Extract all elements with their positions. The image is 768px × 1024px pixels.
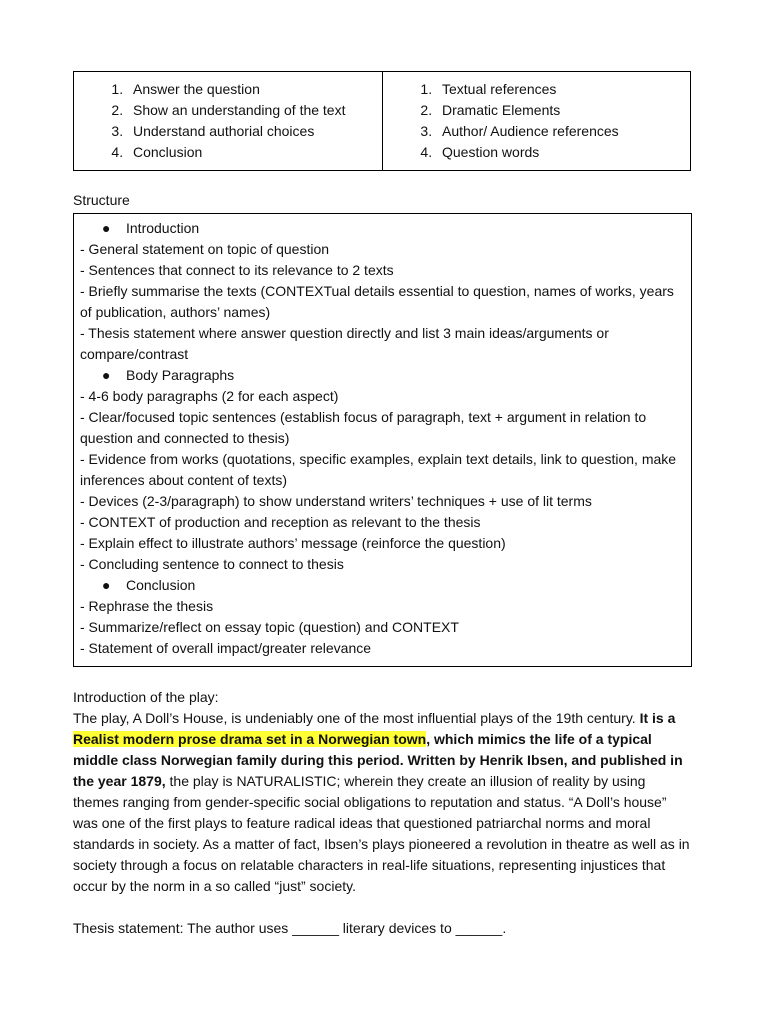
introduction-section (73, 687, 693, 897)
intro-bold-text: It is a (639, 710, 676, 726)
bullet-label: Body Paragraphs (126, 367, 235, 383)
structure-line: - Briefly summarise the texts (CONTEXTual details essential to question, names of works, years of publication, authors’ names) (80, 283, 674, 320)
list-item: 3. Understand authorial choices (127, 121, 382, 142)
criteria-right-list (383, 79, 690, 163)
structure-heading: Structure (73, 192, 130, 208)
bullet-introduction (80, 218, 685, 239)
bullet-icon: ● (102, 577, 111, 593)
bullet-label: Conclusion (126, 577, 196, 593)
list-item: 4. Question words (436, 142, 690, 163)
structure-line: - Thesis statement where answer question directly and list 3 main ideas/arguments or compare/contrast (80, 325, 609, 362)
structure-line: - Sentences that connect to its relevance to 2 texts (80, 262, 394, 278)
list-item: 2. Show an understanding of the text (127, 100, 382, 121)
structure-line: - Explain effect to illustrate authors’ message (reinforce the question) (80, 535, 506, 551)
bullet-body-paragraphs (80, 365, 685, 386)
criteria-right-column (382, 72, 690, 170)
criteria-left-list (74, 79, 382, 163)
intro-bold-text: , which mimics the life of a typical middle class Norwegian family during this period. Written by Henrik Ibsen, and published in the year 1879, (73, 731, 683, 789)
structure-line: - General statement on topic of question (80, 241, 330, 257)
structure-line: - Summarize/reflect on essay topic (question) and CONTEXT (80, 619, 459, 635)
structure-line: - Concluding sentence to connect to thesis (80, 556, 344, 572)
structure-line: - Rephrase the thesis (80, 598, 214, 614)
list-item: 3. Author/ Audience references (436, 121, 690, 142)
structure-line: - Devices (2-3/paragraph) to show understand writers’ techniques + use of lit terms (80, 493, 592, 509)
criteria-left-column (74, 72, 382, 170)
introduction-paragraph (73, 708, 693, 897)
highlighted-text: Realist modern prose drama set in a Norwegian town (73, 731, 427, 747)
list-item: 4. Conclusion (127, 142, 382, 163)
introduction-heading: Introduction of the play: (73, 689, 219, 705)
list-item: 1. Answer the question (127, 79, 382, 100)
structure-line: - Statement of overall impact/greater relevance (80, 640, 372, 656)
bullet-conclusion (80, 575, 685, 596)
criteria-table (73, 71, 691, 171)
intro-text: The play, A Doll’s House, is undeniably one of the most influential plays of the 19th century. (73, 710, 640, 726)
intro-text: the play is NATURALISTIC; wherein they create an illusion of reality by using themes ranging from gender-specific social obligations to reputation and status. “A Doll’s house” was one of the first plays to feature radical ideas that questioned patriarchal norms and moral standards in society. As a matter of fact, Ibsen’s plays pioneered a revolution in theatre as well as in society through a focus on relatable characters in real-life situations, representing injustices that occur by the norm in a so called “just” society. (73, 773, 690, 894)
list-item: 1. Textual references (436, 79, 690, 100)
bullet-icon: ● (102, 367, 111, 383)
structure-line: - 4-6 body paragraphs (2 for each aspect) (80, 388, 339, 404)
structure-line: - CONTEXT of production and reception as relevant to the thesis (80, 514, 481, 530)
structure-box (73, 213, 692, 667)
structure-line: - Clear/focused topic sentences (establish focus of paragraph, text + argument in relation to question and connected to thesis) (80, 409, 647, 446)
list-item: 2. Dramatic Elements (436, 100, 690, 121)
thesis-statement: Thesis statement: The author uses ______ literary devices to ______. (73, 920, 507, 936)
bullet-icon: ● (102, 220, 111, 236)
bullet-label: Introduction (126, 220, 200, 236)
structure-line: - Evidence from works (quotations, specific examples, explain text details, link to question, make inferences about content of texts) (80, 451, 677, 488)
